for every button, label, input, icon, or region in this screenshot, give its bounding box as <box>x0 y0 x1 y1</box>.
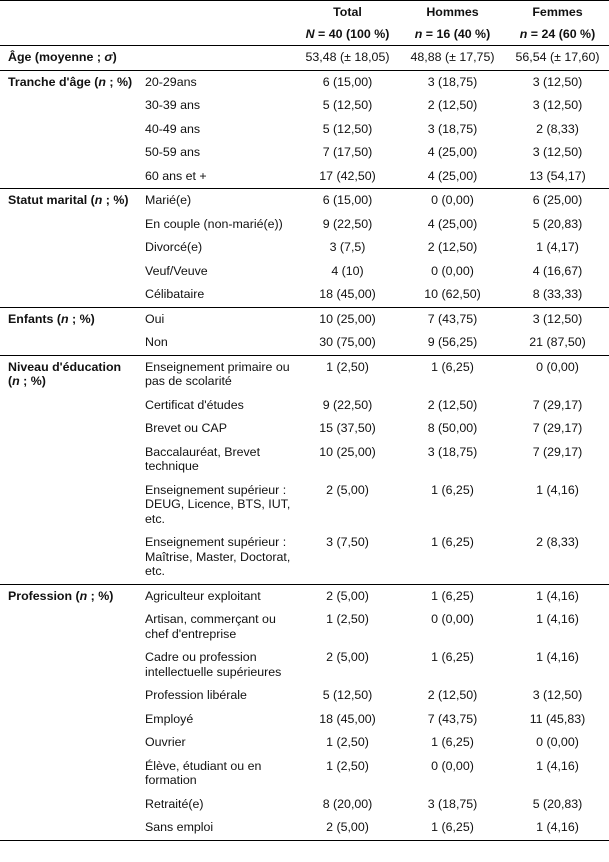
n-total-header: N = 40 (100 %) <box>296 23 399 46</box>
subcategory-label: Célibataire <box>145 287 205 301</box>
total-value: 30 (75,00) <box>319 335 376 349</box>
table-row <box>0 355 609 394</box>
table-row <box>0 793 609 817</box>
hommes-value: 3 (18,75) <box>427 796 478 811</box>
hommes-value: 7 (43,75) <box>399 307 506 331</box>
hommes-value: 4 (25,00) <box>427 216 478 231</box>
subcategory-label: 30-39 ans <box>145 98 201 112</box>
category-empty-cell <box>0 531 139 584</box>
category-empty-cell <box>0 441 139 479</box>
category-empty-cell <box>0 236 139 260</box>
femmes-value: 1 (4,16) <box>506 816 609 840</box>
total-value: 2 (5,00) <box>326 482 369 497</box>
category-empty-cell <box>0 684 139 708</box>
hommes-value: 0 (0,00) <box>399 189 506 213</box>
category-empty-cell <box>0 793 139 817</box>
subcategory-label: 50-59 ans <box>145 145 201 159</box>
femmes-value: 2 (8,33) <box>536 121 579 136</box>
total-value: 3 (7,5) <box>329 240 366 254</box>
femmes-value: 56,54 (± 17,60) <box>515 50 600 64</box>
hommes-value: 1 (6,25) <box>431 535 474 549</box>
total-value: 4 (10) <box>331 263 364 278</box>
category-empty-cell <box>0 94 139 118</box>
hommes-value: 2 (12,50) <box>427 98 478 112</box>
femmes-value: 5 (20,83) <box>532 216 583 231</box>
subcategory-label: Certificat d'études <box>145 397 244 412</box>
table-row <box>0 94 609 118</box>
total-value: 2 (5,00) <box>296 816 399 840</box>
subcategory-label: Enseignement supérieur : DEUG, Licence, BTS, IUT, etc. <box>145 482 291 526</box>
table-row <box>0 708 609 732</box>
hommes-value: 2 (12,50) <box>427 240 478 254</box>
header-row <box>0 1 609 24</box>
femmes-value: 5 (20,83) <box>532 796 583 811</box>
total-value: 8 (20,00) <box>322 796 373 811</box>
table-row <box>0 816 609 840</box>
total-value: 2 (5,00) <box>296 584 399 608</box>
total-value: 18 (45,00) <box>319 287 376 301</box>
category-empty-cell <box>0 755 139 793</box>
category-empty-cell <box>0 141 139 165</box>
table-row <box>0 331 609 355</box>
subcategory-label: Retraité(e) <box>145 796 204 811</box>
table-row <box>0 141 609 165</box>
femmes-value: 1 (4,16) <box>536 650 579 664</box>
hommes-value: 8 (50,00) <box>427 421 478 435</box>
subcategory-label: Marié(e) <box>139 189 296 213</box>
total-value: 1 (2,50) <box>326 735 369 749</box>
table-row <box>0 584 609 608</box>
total-value: 17 (42,50) <box>319 168 376 183</box>
category-empty-cell <box>0 331 139 355</box>
femmes-value: 21 (87,50) <box>529 335 586 349</box>
subcategory-label: Oui <box>139 307 296 331</box>
femmes-value: 1 (4,16) <box>536 482 579 497</box>
subcategory-label: Enseignement supérieur : Maîtrise, Master, Doctorat, etc. <box>145 535 291 578</box>
total-value: 10 (25,00) <box>319 444 376 459</box>
table-row <box>0 479 609 532</box>
femmes-value: 4 (16,67) <box>532 263 583 278</box>
femmes-value: 13 (54,17) <box>529 168 586 183</box>
category-label: Tranche d'âge (n ; %) <box>0 70 139 94</box>
category-empty-cell <box>0 646 139 684</box>
category-empty-cell <box>0 708 139 732</box>
subcategory-label: Artisan, commerçant ou chef d'entreprise <box>145 612 276 641</box>
subcategory-label: Élève, étudiant ou en formation <box>145 758 262 787</box>
table-row <box>0 755 609 793</box>
femmes-value: 0 (0,00) <box>506 355 609 394</box>
header-empty-cell <box>139 23 296 46</box>
femmes-value: 7 (29,17) <box>532 444 583 459</box>
femmes-value: 7 (29,17) <box>532 397 583 412</box>
subcategory-label: Enseignement primaire ou pas de scolarité <box>139 355 296 394</box>
table-row <box>0 307 609 331</box>
subcategory-label: 20-29ans <box>139 70 296 94</box>
table-row <box>0 260 609 284</box>
total-value: 7 (17,50) <box>322 145 373 159</box>
total-value: 1 (2,50) <box>326 612 369 626</box>
hommes-value: 48,88 (± 17,75) <box>410 50 495 64</box>
total-value: 18 (45,00) <box>319 711 376 726</box>
category-label: Enfants (n ; %) <box>0 307 139 331</box>
category-empty-cell <box>0 394 139 418</box>
hommes-value: 0 (0,00) <box>431 612 474 626</box>
category-empty-cell <box>0 283 139 307</box>
subcategory-label: 60 ans et + <box>145 168 207 183</box>
femmes-value: 1 (4,17) <box>536 240 579 254</box>
hommes-value: 0 (0,00) <box>431 758 474 773</box>
table-row <box>0 531 609 584</box>
total-value: 6 (15,00) <box>296 70 399 94</box>
hommes-value: 3 (18,75) <box>427 121 478 136</box>
femmes-value: 3 (12,50) <box>532 98 583 112</box>
category-empty-cell <box>0 165 139 189</box>
category-empty-cell <box>0 213 139 237</box>
table-row <box>0 189 609 213</box>
hommes-value: 2 (12,50) <box>427 688 478 702</box>
total-value: 5 (12,50) <box>322 688 373 702</box>
hommes-value: 0 (0,00) <box>431 263 474 278</box>
hommes-value: 7 (43,75) <box>427 711 478 726</box>
total-value: 15 (37,50) <box>319 421 376 435</box>
total-value: 1 (2,50) <box>326 758 369 773</box>
category-label: Statut marital (n ; %) <box>0 189 139 213</box>
category-empty-cell <box>0 417 139 441</box>
femmes-value: 11 (45,83) <box>529 711 586 726</box>
subcategory-label: Non <box>145 335 168 349</box>
hommes-value: 1 (6,25) <box>399 584 506 608</box>
subcategory-label: Veuf/Veuve <box>145 263 208 278</box>
hommes-value: 3 (18,75) <box>399 70 506 94</box>
category-label: Âge (moyenne ; σ) <box>8 50 117 64</box>
subcategory-label: 40-49 ans <box>145 121 201 136</box>
femmes-value: 3 (12,50) <box>532 145 583 159</box>
subcategory-label: Divorcé(e) <box>145 240 203 254</box>
hommes-value: 10 (62,50) <box>424 287 481 301</box>
n-femmes-header: n = 24 (60 %) <box>506 23 609 46</box>
category-empty-cell <box>0 479 139 532</box>
hommes-value: 3 (18,75) <box>427 444 478 459</box>
table-row <box>0 417 609 441</box>
category-empty-cell <box>0 118 139 142</box>
table-row <box>0 441 609 479</box>
col-hommes-header: Hommes <box>399 1 506 24</box>
table-row <box>0 70 609 94</box>
category-empty-cell <box>0 260 139 284</box>
header-empty-cell <box>139 1 296 24</box>
header-n-row <box>0 23 609 46</box>
table-row <box>0 608 609 646</box>
femmes-value: 7 (29,17) <box>532 421 583 435</box>
table-row <box>0 646 609 684</box>
subcategory-label: Baccalauréat, Brevet technique <box>145 444 261 473</box>
subcategory-label: Brevet ou CAP <box>145 421 227 435</box>
subcategory-label: Employé <box>145 711 194 726</box>
table-row <box>0 213 609 237</box>
table-row <box>0 731 609 755</box>
category-label: Niveau d'éducation (n ; %) <box>0 355 139 394</box>
category-label: Profession (n ; %) <box>0 584 139 608</box>
femmes-value: 3 (12,50) <box>506 307 609 331</box>
table-row <box>0 394 609 418</box>
total-value: 3 (7,50) <box>326 535 369 549</box>
femmes-value: 1 (4,16) <box>506 584 609 608</box>
femmes-value: 3 (12,50) <box>506 70 609 94</box>
femmes-value: 1 (4,16) <box>536 758 579 773</box>
total-value: 1 (2,50) <box>296 355 399 394</box>
table-row <box>0 283 609 307</box>
table-row <box>0 165 609 189</box>
femmes-value: 8 (33,33) <box>532 287 583 301</box>
hommes-value: 1 (6,25) <box>431 735 474 749</box>
total-value: 5 (12,50) <box>322 98 373 112</box>
femmes-value: 2 (8,33) <box>536 535 579 549</box>
hommes-value: 1 (6,25) <box>431 650 474 664</box>
total-value: 5 (12,50) <box>322 121 373 136</box>
hommes-value: 4 (25,00) <box>427 145 478 159</box>
table-body <box>0 46 609 841</box>
total-value: 53,48 (± 18,05) <box>305 50 390 64</box>
table-row <box>0 684 609 708</box>
header-empty-cell <box>0 23 139 46</box>
category-empty-cell <box>0 816 139 840</box>
femmes-value: 0 (0,00) <box>536 735 579 749</box>
table-row <box>0 236 609 260</box>
total-value: 10 (25,00) <box>296 307 399 331</box>
subcategory-label: Agriculteur exploitant <box>139 584 296 608</box>
subcategory-label: Profession libérale <box>145 688 247 702</box>
total-value: 9 (22,50) <box>322 216 373 231</box>
total-value: 9 (22,50) <box>322 397 373 412</box>
total-value: 6 (15,00) <box>296 189 399 213</box>
hommes-value: 2 (12,50) <box>427 397 478 412</box>
subcategory-label: En couple (non-marié(e)) <box>145 216 283 231</box>
subcategory-label: Sans emploi <box>139 816 296 840</box>
header-empty-cell <box>0 1 139 24</box>
hommes-value: 9 (56,25) <box>427 335 478 349</box>
femmes-value: 6 (25,00) <box>506 189 609 213</box>
hommes-value: 1 (6,25) <box>431 482 474 497</box>
n-hommes-header: n = 16 (40 %) <box>399 23 506 46</box>
category-empty-cell <box>0 731 139 755</box>
hommes-value: 1 (6,25) <box>399 355 506 394</box>
col-femmes-header: Femmes <box>506 1 609 24</box>
subcategory-label: Cadre ou profession intellectuelle supérieures <box>145 650 282 679</box>
subcategory-label: Ouvrier <box>145 735 186 749</box>
col-total-header: Total <box>296 1 399 24</box>
table-row <box>0 118 609 142</box>
femmes-value: 3 (12,50) <box>532 688 583 702</box>
femmes-value: 1 (4,16) <box>536 612 579 626</box>
total-value: 2 (5,00) <box>326 650 369 664</box>
hommes-value: 4 (25,00) <box>427 168 478 183</box>
category-empty-cell <box>0 608 139 646</box>
hommes-value: 1 (6,25) <box>399 816 506 840</box>
table-row <box>0 46 609 71</box>
